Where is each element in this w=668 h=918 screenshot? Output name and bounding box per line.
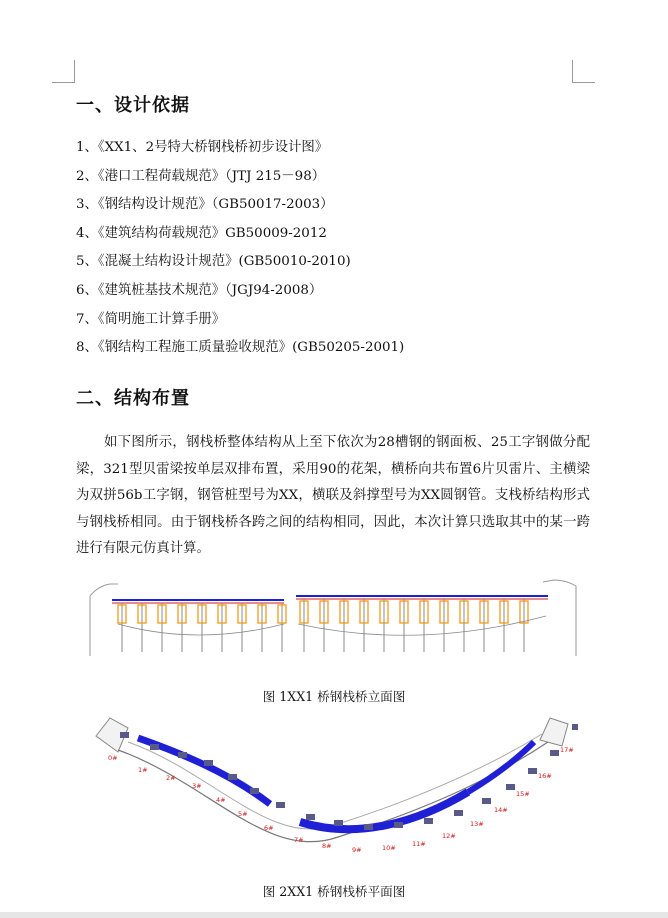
body-paragraph: 如下图所示，钢栈桥整体结构从上至下依次为28槽钢的钢面板、25工字钢做分配梁，321型贝雷梁按单层双排布置，采用90的花架，横桥向共布置6片贝雷片、主横梁为双拼56b工字钢，钢管桩型号为XX，横联及斜撑型号为XX圆钢管。支栈桥结构形式与钢栈桥相同。由于钢栈桥各跨之间的结构相同，因此，本次计算只选取其中的某一跨进行有限元仿真计算。 [76, 435, 590, 557]
pier-label: 12# [442, 832, 456, 840]
pier-label: 1# [138, 766, 148, 774]
reference-item: 3、《钢结构设计规范》（GB50017-2003） [76, 197, 334, 213]
figure-caption: 图 1XX1 桥钢栈桥立面图 [262, 689, 406, 704]
pier-label: 0# [108, 754, 118, 762]
pier-label: 10# [382, 844, 396, 852]
reference-item: 2、《港口工程荷载规范》（JTJ 215－98） [76, 168, 326, 184]
bridge-plan-figure [88, 712, 578, 868]
bridge-elevation-figure [88, 576, 578, 658]
pier-label: 5# [238, 810, 248, 818]
reference-item: 4、《建筑结构荷载规范》GB50009-2012 [76, 225, 327, 241]
reference-item: 6、《建筑桩基技术规范》（JGJ94-2008） [76, 282, 323, 298]
pier-label: 17# [560, 746, 574, 754]
pier-label: 11# [412, 840, 426, 848]
pier-label: 8# [322, 842, 332, 850]
pier-label: 2# [166, 774, 176, 782]
pier-label: 7# [294, 836, 304, 844]
reference-list [76, 138, 404, 367]
section-heading-design-basis: 一、设计依据 [76, 95, 190, 116]
pier-label: 15# [516, 790, 530, 798]
pier-label: 14# [494, 806, 508, 814]
margin-corner-mark [52, 60, 75, 83]
margin-corner-mark [572, 60, 595, 83]
reference-item: 8、《钢结构工程施工质量验收规范》(GB50205-2001) [76, 340, 405, 356]
reference-item: 5、《混凝土结构设计规范》(GB50010-2010) [76, 254, 351, 270]
pier-label: 3# [192, 782, 202, 790]
pier-label: 13# [470, 820, 484, 828]
pier-label: 9# [352, 846, 362, 854]
pier-label: 6# [264, 824, 274, 832]
pier-label: 16# [538, 772, 552, 780]
pier-label: 4# [216, 796, 226, 804]
figure-caption: 图 2XX1 桥钢栈桥平面图 [262, 884, 406, 899]
page-bottom-edge [0, 912, 668, 918]
reference-item: 1、《XX1、2号特大桥钢栈桥初步设计图》 [76, 140, 329, 155]
section-heading-structure-layout: 二、结构布置 [76, 388, 190, 409]
reference-item: 7、《简明施工计算手册》 [76, 311, 226, 327]
